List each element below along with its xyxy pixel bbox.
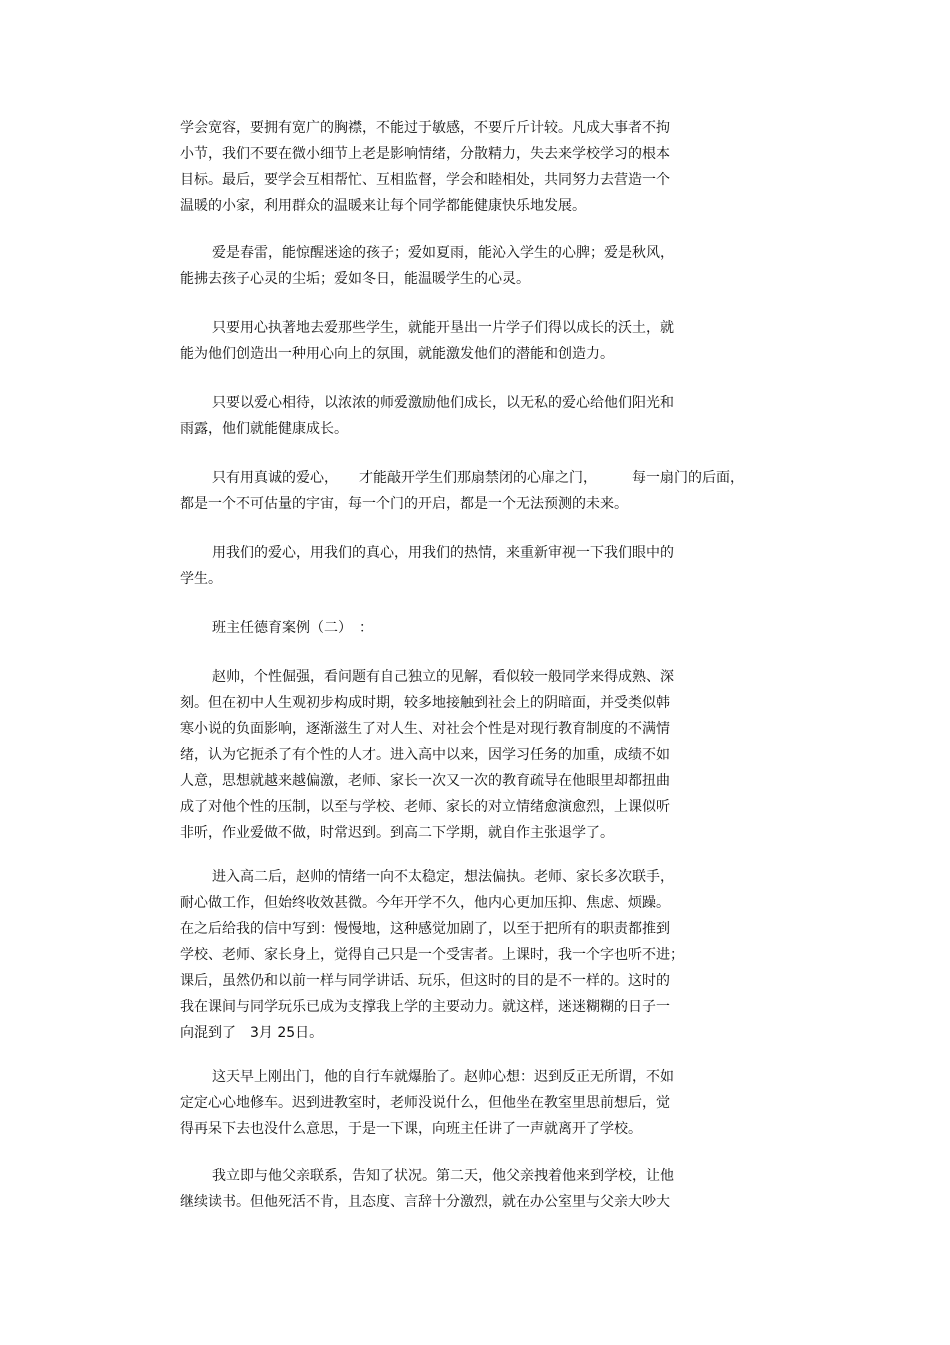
text-line: 只要以爱心相待，以浓浓的师爱激励他们成长，以无私的爱心给他们阳光和 — [212, 395, 674, 411]
text-line: 这天早上刚出门，他的自行车就爆胎了。赵帅心想：迟到反正无所谓，不如 — [212, 1069, 674, 1085]
text-line: 能为他们创造出一种用心向上的氛围，就能激发他们的潜能和创造力。 — [180, 346, 614, 362]
text-line: 刻。但在初中人生观初步构成时期，较多地接触到社会上的阴暗面，并受类似韩 — [180, 695, 670, 711]
heading-line: 班主任德育案例（二） ： — [212, 620, 373, 636]
text-line: 成了对他个性的压制，以至与学校、老师、家长的对立情绪愈演愈烈，上课似听 — [180, 799, 670, 815]
text-line: 我在课间与同学玩乐已成为支撑我上学的主要动力。就这样，迷迷糊糊的日子一 — [180, 999, 670, 1015]
text-line: 能拂去孩子心灵的尘垢；爱如冬日，能温暖学生的心灵。 — [180, 271, 530, 287]
text-line: 向混到了 3月 25日。 — [180, 1025, 324, 1041]
text-line: 在之后给我的信中写到：慢慢地，这种感觉加剧了，以至于把所有的职责都推到 — [180, 921, 670, 937]
text-line: 都是一个不可估量的宇宙，每一个门的开启，都是一个无法预测的未来。 — [180, 496, 628, 512]
text-line: 寒小说的负面影响，逐渐滋生了对人生、对社会个性是对现行教育制度的不满情 — [180, 721, 670, 737]
text-line: 课后，虽然仍和以前一样与同学讲话、玩乐，但这时的目的是不一样的。这时的 — [180, 973, 670, 989]
text-line: 只要用心执著地去爱那些学生，就能开垦出一片学子们得以成长的沃土，就 — [212, 320, 674, 336]
text-line: 只有用真诚的爱心， 才能敲开学生们那扇禁闭的心扉之门， 每一扇门的后面， — [212, 470, 744, 486]
text-line: 小节，我们不要在微小细节上老是影响情绪，分散精力，失去来学校学习的根本 — [180, 146, 670, 162]
text-line: 赵帅，个性倔强，看问题有自己独立的见解，看似较一般同学来得成熟、深 — [212, 669, 674, 685]
text-line: 绪，认为它扼杀了有个性的人才。进入高中以来，因学习任务的加重，成绩不如 — [180, 747, 670, 763]
text-line: 温暖的小家，利用群众的温暖来让每个同学都能健康快乐地发展。 — [180, 198, 586, 214]
text-line: 继续读书。但他死活不肯，且态度、言辞十分激烈，就在办公室里与父亲大吵大 — [180, 1194, 670, 1210]
text-line: 人意，思想就越来越偏激，老师、家长一次又一次的教育疏导在他眼里却都扭曲 — [180, 773, 670, 789]
text-line: 学生。 — [180, 571, 222, 587]
text-line: 爱是春雷，能惊醒迷途的孩子；爱如夏雨，能沁入学生的心脾；爱是秋风， — [212, 245, 674, 261]
text-line: 耐心做工作，但始终收效甚微。今年开学不久，他内心更加压抑、焦虑、烦躁。 — [180, 895, 670, 911]
text-line: 得再呆下去也没什么意思，于是一下课，向班主任讲了一声就离开了学校。 — [180, 1121, 642, 1137]
text-line: 学会宽容，要拥有宽广的胸襟，不能过于敏感，不要斤斤计较。凡成大事者不拘 — [180, 120, 670, 136]
text-line: 我立即与他父亲联系，告知了状况。第二天，他父亲拽着他来到学校，让他 — [212, 1168, 674, 1184]
text-line: 非听，作业爱做不做，时常迟到。到高二下学期，就自作主张退学了。 — [180, 825, 614, 841]
text-line: 目标。最后，要学会互相帮忙、互相监督，学会和睦相处，共同努力去营造一个 — [180, 172, 670, 188]
text-line: 用我们的爱心，用我们的真心，用我们的热情，来重新审视一下我们眼中的 — [212, 545, 674, 561]
text-line: 定定心心地修车。迟到进教室时，老师没说什么，但他坐在教室里思前想后，觉 — [180, 1095, 670, 1111]
text-line: 学校、老师、家长身上，觉得自己只是一个受害者。上课时，我一个字也听不进； — [180, 947, 684, 963]
text-line: 雨露，他们就能健康成长。 — [180, 421, 348, 437]
text-line: 进入高二后，赵帅的情绪一向不太稳定，想法偏执。老师、家长多次联手， — [212, 869, 674, 885]
